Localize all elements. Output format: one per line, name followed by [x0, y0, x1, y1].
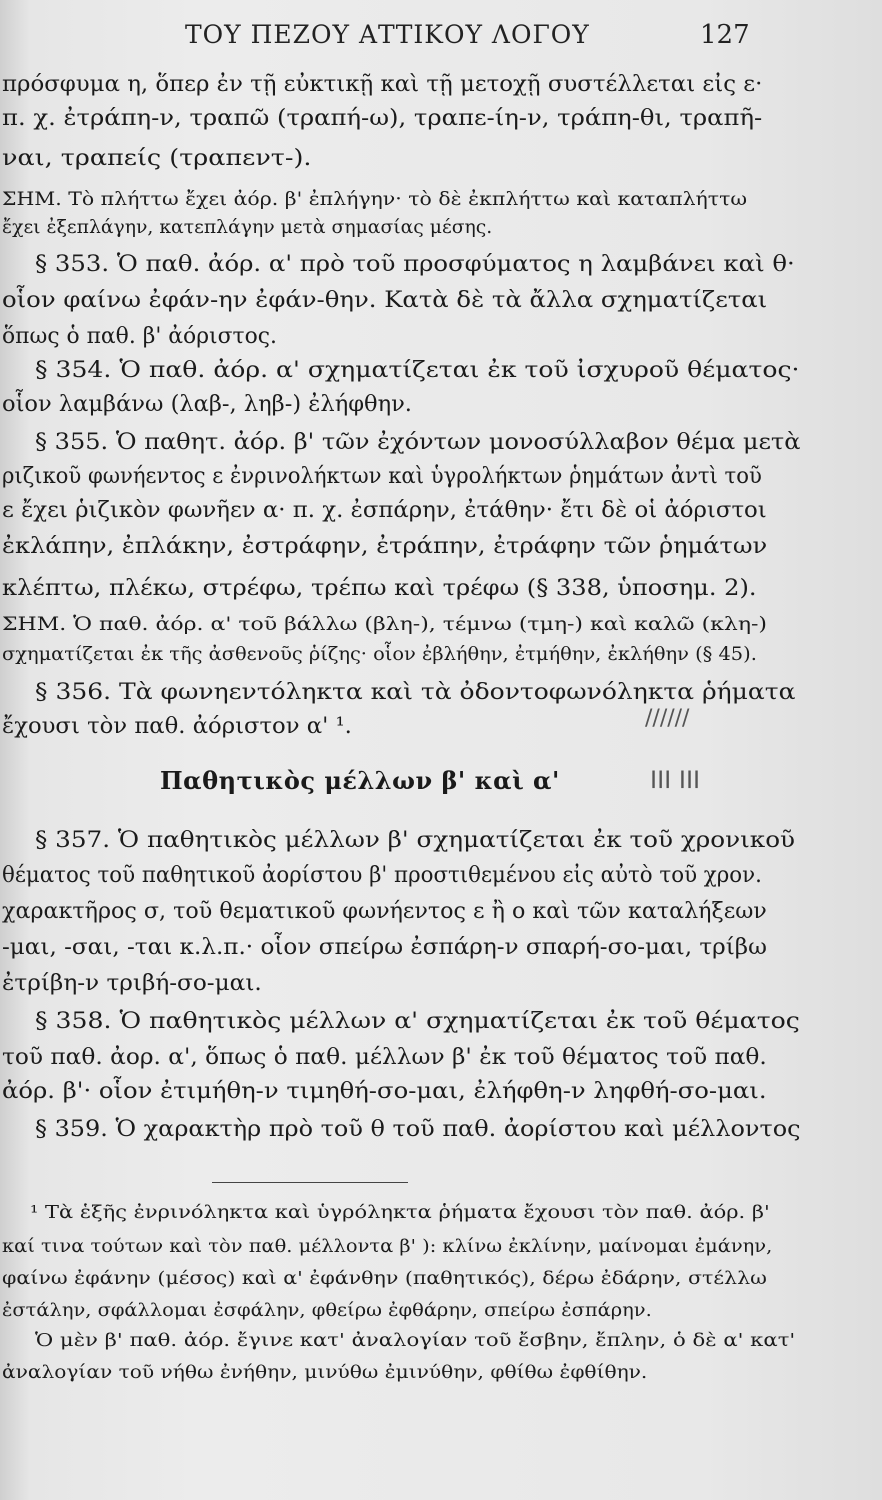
- body-line: τοῦ παθ. ἀορ. α', ὅπως ὁ παθ. μέλλων β' ἐκ τοῦ θέματος τοῦ παθ.: [2, 1045, 767, 1070]
- footnote-line: ¹ Τὰ ἑξῆς ἐνρινόληκτα καὶ ὑγρόληκτα ῥήματα ἔχουσι τὸν παθ. ἀόρ. β': [30, 1203, 770, 1223]
- pencil-mark-heading: ΙΙΙ ΙΙΙ: [650, 766, 701, 794]
- body-line: πρόσφυμα η, ὅπερ ἐν τῇ εὐκτικῇ καὶ τῇ μετοχῇ συστέλλεται εἰς ε·: [2, 72, 763, 97]
- body-line: § 357. Ὁ παθητικὸς μέλλων β' σχηματίζεται ἐκ τοῦ χρονικοῦ: [35, 828, 796, 853]
- footnote-line: ἀναλογίαν τοῦ νήθω ἐνήθην, μινύθω ἐμινύθην, φθίθω ἐφθίθην.: [2, 1363, 648, 1383]
- body-line: ΣΗΜ. Ὁ παθ. ἀόρ. α' τοῦ βάλλω (βλη-), τέμνω (τμη-) καὶ καλῶ (κλη-): [2, 614, 767, 635]
- footnote-line: φαίνω ἐφάνην (μέσος) καὶ α' ἐφάνθην (παθητικός), δέρω ἐδάρην, στέλλω: [2, 1269, 767, 1289]
- body-line: ἐκλάπην, ἐπλάκην, ἐστράφην, ἐτράπην, ἐτράφην τῶν ῥημάτων: [2, 534, 768, 559]
- body-line: ε ἔχει ῥιζικὸν φωνῆεν α· π. χ. ἐσπάρην, ἐτάθην· ἔτι δὲ οἱ ἀόριστοι: [2, 498, 767, 523]
- footnote-line: καί τινα τούτων καὶ τὸν παθ. μέλλοντα β' ): κλίνω ἐκλίνην, μαίνομαι ἐμάνην,: [2, 1237, 773, 1257]
- running-title: ΤΟΥ ΠΕΖΟΥ ΑΤΤΙΚΟΥ ΛΟΓΟΥ: [185, 20, 590, 49]
- body-line: ΣΗΜ. Τὸ πλήττω ἔχει ἀόρ. β' ἐπλήγην· τὸ δὲ ἐκπλήττω καὶ καταπλήττω: [2, 189, 748, 210]
- body-line: π. χ. ἐτράπη-ν, τραπῶ (τραπή-ω), τραπε-ίη-ν, τράπη-θι, τραπῆ-: [2, 106, 763, 131]
- section-heading: Παθητικὸς μέλλων β' καὶ α': [160, 766, 560, 795]
- body-line: § 353. Ὁ παθ. ἀόρ. α' πρὸ τοῦ προσφύματος η λαμβάνει καὶ θ·: [35, 252, 795, 277]
- body-line: -μαι, -σαι, -ται κ.λ.π.· οἷον σπείρω ἐσπάρη-ν σπαρή-σο-μαι, τρίβω: [2, 935, 767, 960]
- footnote-rule: [212, 1182, 408, 1183]
- body-line: ἀόρ. β'· οἷον ἐτιμήθη-ν τιμηθή-σο-μαι, ἐλήφθη-ν ληφθή-σο-μαι.: [2, 1079, 767, 1104]
- body-line: ἔχουσι τὸν παθ. ἀόριστον α' ¹.: [2, 714, 352, 739]
- body-line: οἷον φαίνω ἐφάν-ην ἐφάν-θην. Κατὰ δὲ τὰ ἄλλα σχηματίζεται: [2, 288, 768, 313]
- running-header: [0, 18, 882, 58]
- body-line: § 359. Ὁ χαρακτὴρ πρὸ τοῦ θ τοῦ παθ. ἀορίστου καὶ μέλλοντος: [35, 1117, 801, 1142]
- body-line: § 355. Ὁ παθητ. ἀόρ. β' τῶν ἐχόντων μονοσύλλαβον θέμα μετὰ: [35, 430, 801, 455]
- page-number: 127: [700, 20, 750, 50]
- body-line: ὅπως ὁ παθ. β' ἀόριστος.: [2, 324, 277, 349]
- body-line: χαρακτῆρος σ, τοῦ θεματικοῦ φωνήεντος ε ἢ ο καὶ τῶν καταλήξεων: [2, 899, 767, 924]
- footnote-line: ἐστάλην, σφάλλομαι ἐσφάλην, φθείρω ἐφθάρην, σπείρω ἐσπάρην.: [2, 1301, 652, 1321]
- body-line: σχηματίζεται ἐκ τῆς ἀσθενοῦς ῥίζης· οἷον ἐβλήθην, ἐτμήθην, ἐκλήθην (§ 45).: [2, 644, 757, 665]
- footnote-line: Ὁ μὲν β' παθ. ἀόρ. ἔγινε κατ' ἀναλογίαν τοῦ ἔσβην, ἔπλην, ὁ δὲ α' κατ': [35, 1331, 796, 1351]
- body-line: § 358. Ὁ παθητικὸς μέλλων α' σχηματίζεται ἐκ τοῦ θέματος: [35, 1009, 800, 1034]
- body-line: οἷον λαμβάνω (λαβ-, ληβ-) ἐλήφθην.: [2, 392, 412, 417]
- body-line: ἔχει ἐξεπλάγην, κατεπλάγην μετὰ σημασίας μέσης.: [2, 217, 493, 238]
- body-line: κλέπτω, πλέκω, στρέφω, τρέπω καὶ τρέφω (§ 338, ὑποσημ. 2).: [2, 576, 757, 601]
- body-line: § 354. Ὁ παθ. ἀόρ. α' σχηματίζεται ἐκ τοῦ ἰσχυροῦ θέματος·: [35, 358, 800, 383]
- body-line: θέματος τοῦ παθητικοῦ ἀορίστου β' προστιθεμένου εἰς αὐτὸ τοῦ χρον.: [2, 863, 762, 888]
- body-line: ναι, τραπείς (τραπεντ-).: [2, 146, 312, 171]
- body-line: ἐτρίβη-ν τριβή-σο-μαι.: [2, 971, 262, 996]
- body-line: § 356. Τὰ φωνηεντόληκτα καὶ τὰ ὀδοντοφωνόληκτα ῥήματα: [35, 680, 796, 705]
- pencil-mark: //////: [645, 706, 690, 731]
- body-line: ριζικοῦ φωνήεντος ε ἐνρινολήκτων καὶ ὑγρολήκτων ῥημάτων ἀντὶ τοῦ: [2, 464, 762, 489]
